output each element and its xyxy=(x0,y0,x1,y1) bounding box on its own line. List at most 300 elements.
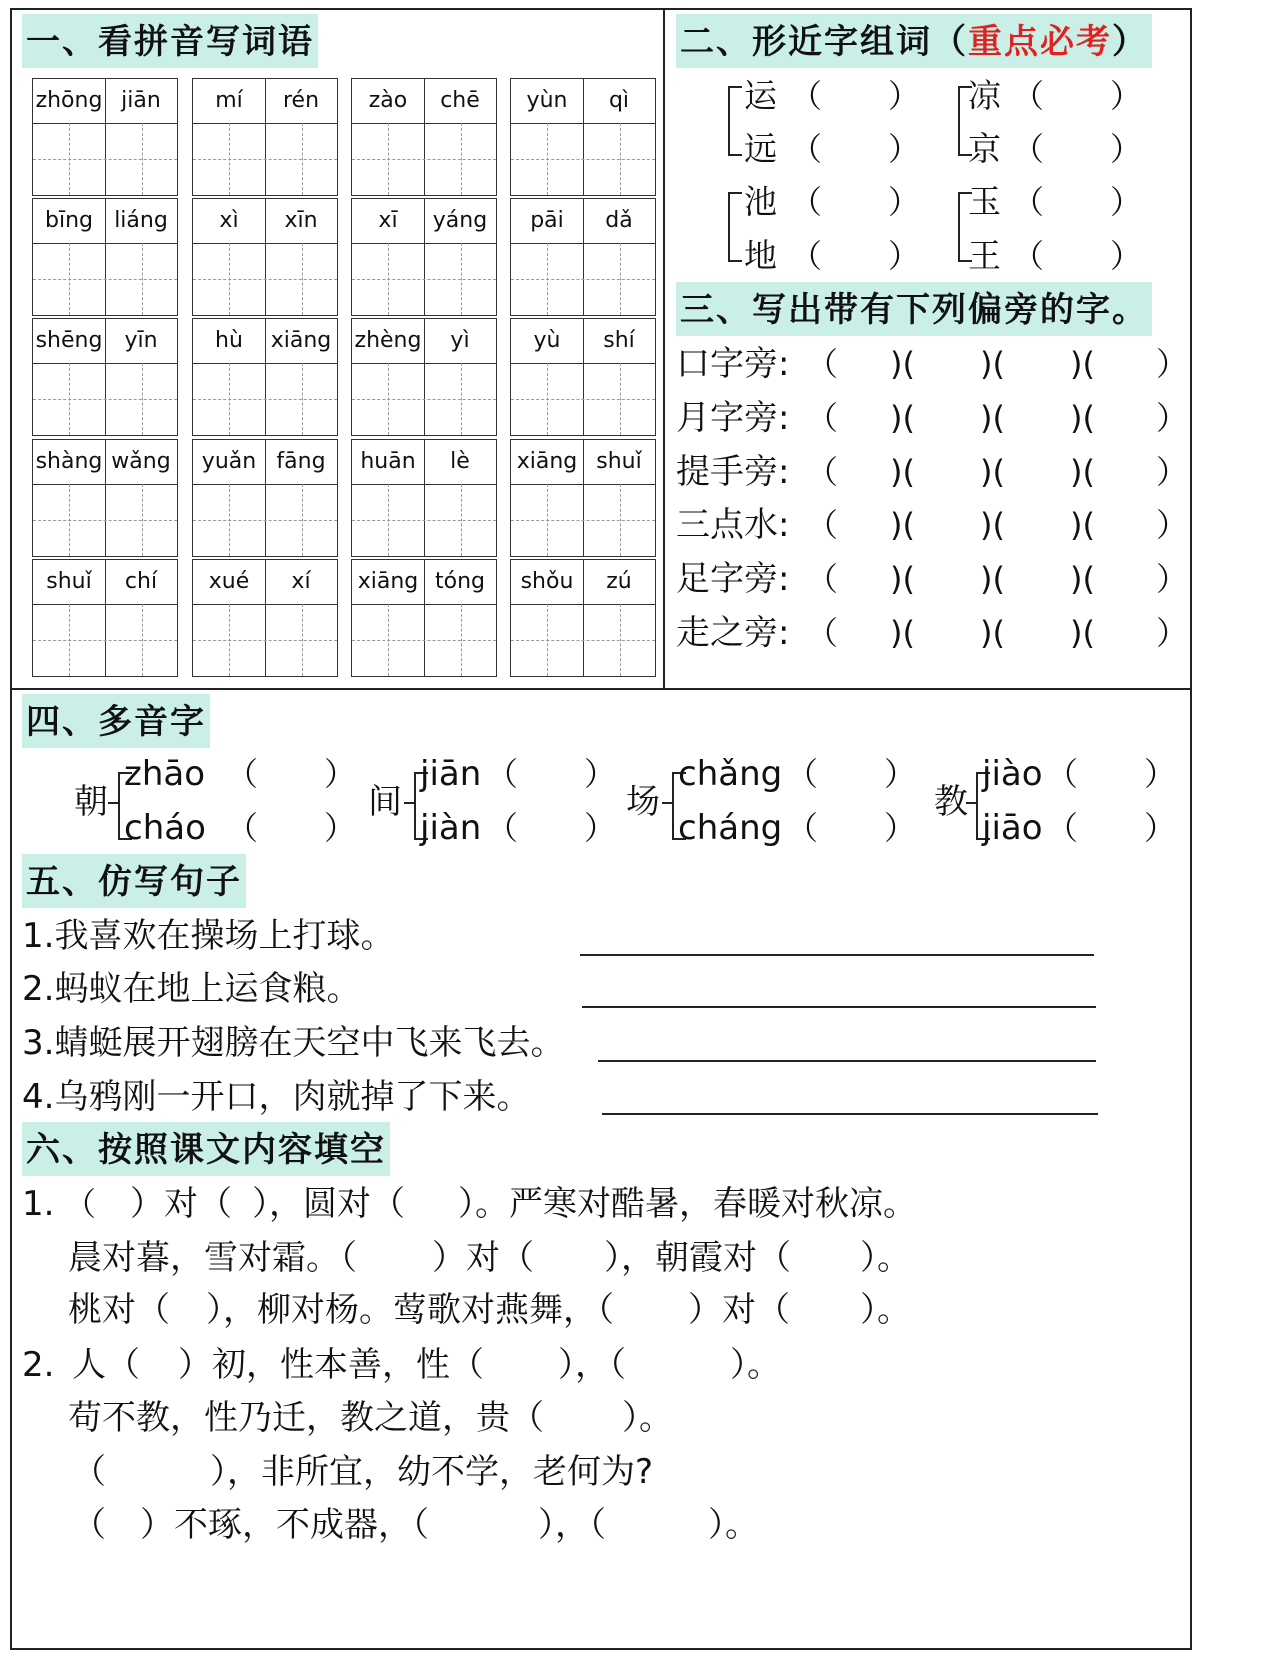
open-paren[interactable]: （ xyxy=(790,77,823,115)
sentence-1: 1.我喜欢在操场上打球。 xyxy=(22,916,395,956)
pinyin-right: qì xyxy=(608,88,630,113)
radical-paren-close: ） xyxy=(1156,506,1189,544)
q1-line2-d: ）。 xyxy=(860,1238,911,1278)
open-paren[interactable]: （ xyxy=(790,130,823,168)
pinyin-right: liáng xyxy=(114,208,168,233)
grid-divider xyxy=(352,123,496,124)
pinyin-right: xīn xyxy=(284,208,318,233)
q2-line1-c: ），（ xyxy=(558,1345,626,1385)
grid-divider xyxy=(265,319,266,435)
grid-divider xyxy=(583,79,584,195)
radical-paren-pair[interactable]: )( xyxy=(980,399,1005,437)
grid-divider xyxy=(105,319,106,435)
grid-guide xyxy=(511,520,655,521)
open-paren[interactable]: （ xyxy=(1012,237,1045,275)
pinyin-box[interactable] xyxy=(351,198,497,316)
radical-paren-pair[interactable]: )( xyxy=(1070,453,1095,491)
open-paren[interactable]: （ xyxy=(1012,183,1045,221)
open-paren[interactable]: （ xyxy=(486,755,519,793)
pinyin-left: xì xyxy=(219,208,239,233)
q2-line4-c: ），（ xyxy=(538,1505,606,1545)
grid-guide xyxy=(511,640,655,641)
grid-guide xyxy=(142,484,143,556)
column-divider xyxy=(663,8,665,690)
grid-divider xyxy=(193,123,337,124)
grid-guide xyxy=(547,604,548,676)
pinyin-box[interactable] xyxy=(192,559,338,677)
grid-guide xyxy=(352,399,496,400)
radical-paren-close: ） xyxy=(1156,614,1189,652)
grid-guide xyxy=(461,243,462,315)
radical-paren-pair[interactable]: )( xyxy=(890,506,915,544)
radical-paren-pair[interactable]: )( xyxy=(1070,506,1095,544)
grid-guide xyxy=(193,159,337,160)
grid-divider xyxy=(424,560,425,676)
bracket xyxy=(958,192,972,262)
grid-guide xyxy=(352,279,496,280)
bracket xyxy=(728,192,742,262)
radical-paren-open[interactable]: （ xyxy=(806,399,839,437)
reading-2: cháo xyxy=(124,808,206,848)
close-paren: ） xyxy=(324,755,357,793)
grid-divider xyxy=(424,79,425,195)
q2-line1-a: 人（ xyxy=(72,1345,140,1385)
q1-line1-c: ）。严寒对酷暑，春暖对秋凉。 xyxy=(458,1184,917,1224)
pinyin-box[interactable] xyxy=(32,439,178,557)
radical-paren-open[interactable]: （ xyxy=(806,453,839,491)
grid-guide xyxy=(620,123,621,195)
open-paren[interactable]: （ xyxy=(786,755,819,793)
close-paren: ） xyxy=(888,130,921,168)
grid-guide xyxy=(620,243,621,315)
pinyin-box[interactable] xyxy=(510,318,656,436)
grid-guide xyxy=(352,520,496,521)
similar-char: 运 xyxy=(744,76,777,115)
grid-guide xyxy=(142,363,143,435)
grid-divider xyxy=(105,440,106,556)
sentence-2: 2.蚂蚁在地上运食粮。 xyxy=(22,969,361,1009)
q2-line1-d: ）。 xyxy=(730,1345,781,1385)
grid-divider xyxy=(193,484,337,485)
pinyin-right: dǎ xyxy=(605,208,633,233)
q1-line2-b: ）对（ xyxy=(432,1238,534,1278)
pinyin-box[interactable] xyxy=(510,78,656,196)
pinyin-right: tóng xyxy=(435,569,485,594)
grid-divider xyxy=(105,199,106,315)
grid-guide xyxy=(302,484,303,556)
grid-guide xyxy=(229,363,230,435)
open-paren[interactable]: （ xyxy=(1012,77,1045,115)
pinyin-box[interactable] xyxy=(32,318,178,436)
q2-line3-a: （ xyxy=(72,1452,106,1492)
radical-label: 足字旁: xyxy=(676,559,790,599)
grid-guide xyxy=(193,520,337,521)
radical-label: 走之旁: xyxy=(676,613,790,653)
grid-guide xyxy=(302,243,303,315)
pinyin-right: fāng xyxy=(276,449,326,474)
bracket-stem xyxy=(404,802,414,804)
pinyin-left: xué xyxy=(208,569,250,594)
grid-divider xyxy=(193,604,337,605)
section-2-title xyxy=(676,14,1152,68)
radical-label: 口字旁: xyxy=(676,344,790,384)
open-paren[interactable]: （ xyxy=(786,809,819,847)
key-point-label: 重点必考 xyxy=(968,22,1112,62)
grid-guide xyxy=(69,484,70,556)
open-paren[interactable]: （ xyxy=(1012,130,1045,168)
grid-guide xyxy=(461,604,462,676)
section-5-title: 五、仿写句子 xyxy=(22,854,246,908)
radical-paren-pair[interactable]: )( xyxy=(890,345,915,383)
grid-divider xyxy=(265,199,266,315)
q1-line2-a: 晨对暮，雪对霜。（ xyxy=(68,1238,357,1278)
close-paren: ） xyxy=(584,809,617,847)
reading-2: jiàn xyxy=(420,808,482,848)
reading-2: cháng xyxy=(678,808,783,848)
pinyin-left: hù xyxy=(215,328,243,353)
radical-paren-pair[interactable]: )( xyxy=(980,453,1005,491)
grid-divider xyxy=(583,319,584,435)
pinyin-right: jiān xyxy=(121,88,161,113)
grid-divider xyxy=(265,440,266,556)
pinyin-right: yáng xyxy=(432,208,488,233)
grid-guide xyxy=(547,363,548,435)
radical-paren-pair[interactable]: )( xyxy=(980,506,1005,544)
close-paren: ） xyxy=(884,809,917,847)
pinyin-box[interactable] xyxy=(351,318,497,436)
grid-guide xyxy=(229,604,230,676)
grid-divider xyxy=(511,604,655,605)
open-paren[interactable]: （ xyxy=(790,237,823,275)
close-paren: ） xyxy=(324,809,357,847)
grid-divider xyxy=(511,243,655,244)
grid-guide xyxy=(193,399,337,400)
grid-guide xyxy=(69,123,70,195)
section-6-title: 六、按照课文内容填空 xyxy=(22,1122,390,1176)
q2-number: 2. xyxy=(22,1345,55,1385)
pinyin-left: xiāng xyxy=(357,569,419,594)
grid-guide xyxy=(142,604,143,676)
reading-1: zhāo xyxy=(124,754,206,794)
pinyin-left: xī xyxy=(378,208,398,233)
pinyin-left: yù xyxy=(533,328,561,353)
section-2-title-text: 二、形近字组词（ xyxy=(680,22,968,62)
open-paren[interactable]: （ xyxy=(790,183,823,221)
radical-paren-pair[interactable]: )( xyxy=(890,399,915,437)
radical-paren-pair[interactable]: )( xyxy=(1070,614,1095,652)
grid-guide xyxy=(69,604,70,676)
radical-paren-pair[interactable]: )( xyxy=(890,453,915,491)
polyphone-char: 场 xyxy=(626,782,660,822)
grid-divider xyxy=(352,363,496,364)
similar-char: 玉 xyxy=(968,182,1001,221)
grid-guide xyxy=(302,363,303,435)
pinyin-right: chē xyxy=(440,88,480,113)
answer-line-4[interactable] xyxy=(602,1113,1098,1115)
radical-paren-pair[interactable]: )( xyxy=(980,560,1005,598)
pinyin-left: yuǎn xyxy=(201,449,257,474)
radical-paren-close: ） xyxy=(1156,399,1189,437)
sentence-4: 4.乌鸦刚一开口，肉就掉了下来。 xyxy=(22,1077,531,1117)
q2-line2-a: 苟不教，性乃迁，教之道，贵（ xyxy=(68,1398,544,1438)
pinyin-box[interactable] xyxy=(510,439,656,557)
q1-line1-a: ）对（ xyxy=(130,1184,232,1224)
pinyin-box[interactable] xyxy=(351,559,497,677)
grid-guide xyxy=(142,123,143,195)
grid-divider xyxy=(424,199,425,315)
similar-char: 地 xyxy=(744,236,777,275)
q2-line2-b: ）。 xyxy=(622,1398,673,1438)
pinyin-box[interactable] xyxy=(32,559,178,677)
radical-paren-pair[interactable]: )( xyxy=(1070,560,1095,598)
pinyin-box[interactable] xyxy=(510,198,656,316)
open-paren[interactable]: （ xyxy=(226,755,259,793)
pinyin-left: zhōng xyxy=(35,88,103,113)
grid-divider xyxy=(424,440,425,556)
pinyin-right: yīn xyxy=(124,328,158,353)
radical-label: 月字旁: xyxy=(676,398,790,438)
q1-number: 1. xyxy=(22,1184,55,1224)
grid-guide xyxy=(302,123,303,195)
radical-paren-pair[interactable]: )( xyxy=(1070,345,1095,383)
radical-paren-pair[interactable]: )( xyxy=(980,345,1005,383)
pinyin-left: bīng xyxy=(45,208,93,233)
grid-divider xyxy=(511,484,655,485)
grid-guide xyxy=(302,604,303,676)
close-paren: ） xyxy=(1144,755,1177,793)
grid-guide xyxy=(461,484,462,556)
grid-guide xyxy=(229,243,230,315)
pinyin-box[interactable] xyxy=(192,198,338,316)
grid-divider xyxy=(511,123,655,124)
radical-paren-close: ） xyxy=(1156,345,1189,383)
radical-paren-pair[interactable]: )( xyxy=(1070,399,1095,437)
close-paren: ） xyxy=(888,77,921,115)
pinyin-left: shēng xyxy=(35,328,103,353)
grid-guide xyxy=(620,604,621,676)
grid-guide xyxy=(511,159,655,160)
pinyin-right: shí xyxy=(603,328,635,353)
radical-paren-open[interactable]: （ xyxy=(806,560,839,598)
grid-guide xyxy=(69,363,70,435)
section-2-title-close: ） xyxy=(1112,22,1148,62)
radical-paren-open[interactable]: （ xyxy=(806,345,839,383)
radical-paren-pair[interactable]: )( xyxy=(890,560,915,598)
pinyin-left: huān xyxy=(360,449,416,474)
pinyin-left: yùn xyxy=(526,88,568,113)
q1-line3-b: ），柳对杨。莺歌对燕舞，（ xyxy=(206,1290,614,1330)
grid-guide xyxy=(511,279,655,280)
polyphone-char: 教 xyxy=(934,782,968,822)
similar-char: 王 xyxy=(968,236,1001,275)
grid-guide xyxy=(388,604,389,676)
grid-guide xyxy=(69,243,70,315)
bracket xyxy=(728,86,742,156)
grid-guide xyxy=(547,243,548,315)
pinyin-right: shuǐ xyxy=(596,449,642,474)
pinyin-right: wǎng xyxy=(111,449,171,474)
grid-guide xyxy=(388,123,389,195)
grid-guide xyxy=(33,159,177,160)
grid-guide xyxy=(388,363,389,435)
bracket xyxy=(958,86,972,156)
reading-1: jiān xyxy=(420,754,482,794)
pinyin-right: chí xyxy=(124,569,158,594)
grid-guide xyxy=(352,159,496,160)
grid-divider xyxy=(105,560,106,676)
similar-char: 池 xyxy=(744,182,777,221)
grid-guide xyxy=(547,484,548,556)
radical-paren-close: ） xyxy=(1156,453,1189,491)
q1-line3-d: ）。 xyxy=(860,1290,911,1330)
grid-divider xyxy=(583,199,584,315)
close-paren: ） xyxy=(888,183,921,221)
radical-paren-open[interactable]: （ xyxy=(806,506,839,544)
sentence-3: 3.蜻蜓展开翅膀在天空中飞来飞去。 xyxy=(22,1023,565,1063)
grid-divider xyxy=(105,79,106,195)
close-paren: ） xyxy=(1110,77,1143,115)
answer-line-3[interactable] xyxy=(598,1060,1096,1062)
open-paren[interactable]: （ xyxy=(486,809,519,847)
grid-guide xyxy=(388,484,389,556)
polyphone-char: 间 xyxy=(368,782,402,822)
radical-label: 提手旁: xyxy=(676,452,790,492)
grid-guide xyxy=(33,520,177,521)
grid-divider xyxy=(193,243,337,244)
grid-divider xyxy=(583,440,584,556)
pinyin-box[interactable] xyxy=(351,439,497,557)
grid-guide xyxy=(547,123,548,195)
pinyin-left: shuǐ xyxy=(46,569,92,594)
close-paren: ） xyxy=(1110,130,1143,168)
pinyin-left: pāi xyxy=(530,208,564,233)
q1-line1-b: ），圆对（ xyxy=(252,1184,405,1224)
grid-guide xyxy=(352,640,496,641)
pinyin-box[interactable] xyxy=(32,78,178,196)
pinyin-right: lè xyxy=(450,449,470,474)
pinyin-right: zú xyxy=(606,569,632,594)
open-paren[interactable]: （ xyxy=(226,809,259,847)
pinyin-box[interactable] xyxy=(32,198,178,316)
grid-guide xyxy=(142,243,143,315)
bracket-stem xyxy=(966,802,976,804)
close-paren: ） xyxy=(584,755,617,793)
grid-divider xyxy=(583,560,584,676)
polyphone-char: 朝 xyxy=(74,782,108,822)
grid-divider xyxy=(352,243,496,244)
grid-divider xyxy=(424,319,425,435)
grid-guide xyxy=(620,363,621,435)
q2-line3-b: ），非所宜，幼不学，老何为? xyxy=(210,1452,654,1492)
open-paren[interactable]: （ xyxy=(1046,755,1079,793)
grid-divider xyxy=(33,363,177,364)
grid-guide xyxy=(33,640,177,641)
q1-open-1: （ xyxy=(64,1185,97,1223)
pinyin-left: shǒu xyxy=(520,569,574,594)
grid-guide xyxy=(229,484,230,556)
similar-char: 凉 xyxy=(968,76,1001,115)
pinyin-box[interactable] xyxy=(192,318,338,436)
similar-char: 京 xyxy=(968,129,1001,168)
grid-divider xyxy=(511,363,655,364)
section-3-title: 三、写出带有下列偏旁的字。 xyxy=(676,282,1152,336)
grid-divider xyxy=(33,484,177,485)
grid-divider xyxy=(33,243,177,244)
pinyin-right: yì xyxy=(450,328,470,353)
grid-guide xyxy=(193,640,337,641)
pinyin-left: zào xyxy=(368,88,408,113)
answer-line-1[interactable] xyxy=(580,954,1094,956)
section-1-title: 一、看拼音写词语 xyxy=(22,14,318,68)
close-paren: ） xyxy=(1110,237,1143,275)
q2-line4-a: （ xyxy=(72,1505,106,1545)
grid-divider xyxy=(33,604,177,605)
grid-divider xyxy=(33,123,177,124)
grid-divider xyxy=(265,560,266,676)
pinyin-left: xiāng xyxy=(516,449,578,474)
pinyin-left: mí xyxy=(215,88,243,113)
grid-guide xyxy=(193,279,337,280)
reading-2: jiāo xyxy=(982,808,1043,848)
pinyin-right: rén xyxy=(282,88,320,113)
q1-line3-a: 桃对（ xyxy=(68,1290,170,1330)
radical-paren-pair[interactable]: )( xyxy=(890,614,915,652)
grid-guide xyxy=(33,399,177,400)
close-paren: ） xyxy=(888,237,921,275)
radical-paren-pair[interactable]: )( xyxy=(980,614,1005,652)
pinyin-box[interactable] xyxy=(192,439,338,557)
close-paren: ） xyxy=(1110,183,1143,221)
pinyin-box[interactable] xyxy=(351,78,497,196)
radical-paren-close: ） xyxy=(1156,560,1189,598)
pinyin-left: zhèng xyxy=(354,328,422,353)
grid-divider xyxy=(265,79,266,195)
pinyin-box[interactable] xyxy=(510,559,656,677)
q1-line2-c: ），朝霞对（ xyxy=(604,1238,791,1278)
answer-line-2[interactable] xyxy=(582,1006,1096,1008)
grid-divider xyxy=(193,363,337,364)
reading-1: chǎng xyxy=(678,754,783,794)
pinyin-left: shàng xyxy=(35,449,103,474)
grid-divider xyxy=(352,484,496,485)
radical-paren-open[interactable]: （ xyxy=(806,614,839,652)
radical-label: 三点水: xyxy=(676,505,790,545)
grid-guide xyxy=(620,484,621,556)
pinyin-right: xí xyxy=(291,569,311,594)
reading-1: jiào xyxy=(982,754,1043,794)
grid-guide xyxy=(461,123,462,195)
q1-line3-c: ）对（ xyxy=(688,1290,790,1330)
section-4-title: 四、多音字 xyxy=(22,694,210,748)
close-paren: ） xyxy=(884,755,917,793)
q2-line4-d: ）。 xyxy=(708,1505,759,1545)
close-paren: ） xyxy=(1144,809,1177,847)
bracket-stem xyxy=(108,802,118,804)
pinyin-box[interactable] xyxy=(192,78,338,196)
grid-guide xyxy=(511,399,655,400)
grid-guide xyxy=(388,243,389,315)
bracket-stem xyxy=(662,802,672,804)
grid-guide xyxy=(33,279,177,280)
grid-divider xyxy=(352,604,496,605)
grid-guide xyxy=(461,363,462,435)
grid-guide xyxy=(229,123,230,195)
similar-char: 远 xyxy=(744,129,777,168)
open-paren[interactable]: （ xyxy=(1046,809,1079,847)
q2-line4-b: ）不琢，不成器，（ xyxy=(140,1505,429,1545)
q2-line1-b: ）初，性本善，性（ xyxy=(178,1345,484,1385)
pinyin-right: xiāng xyxy=(270,328,332,353)
